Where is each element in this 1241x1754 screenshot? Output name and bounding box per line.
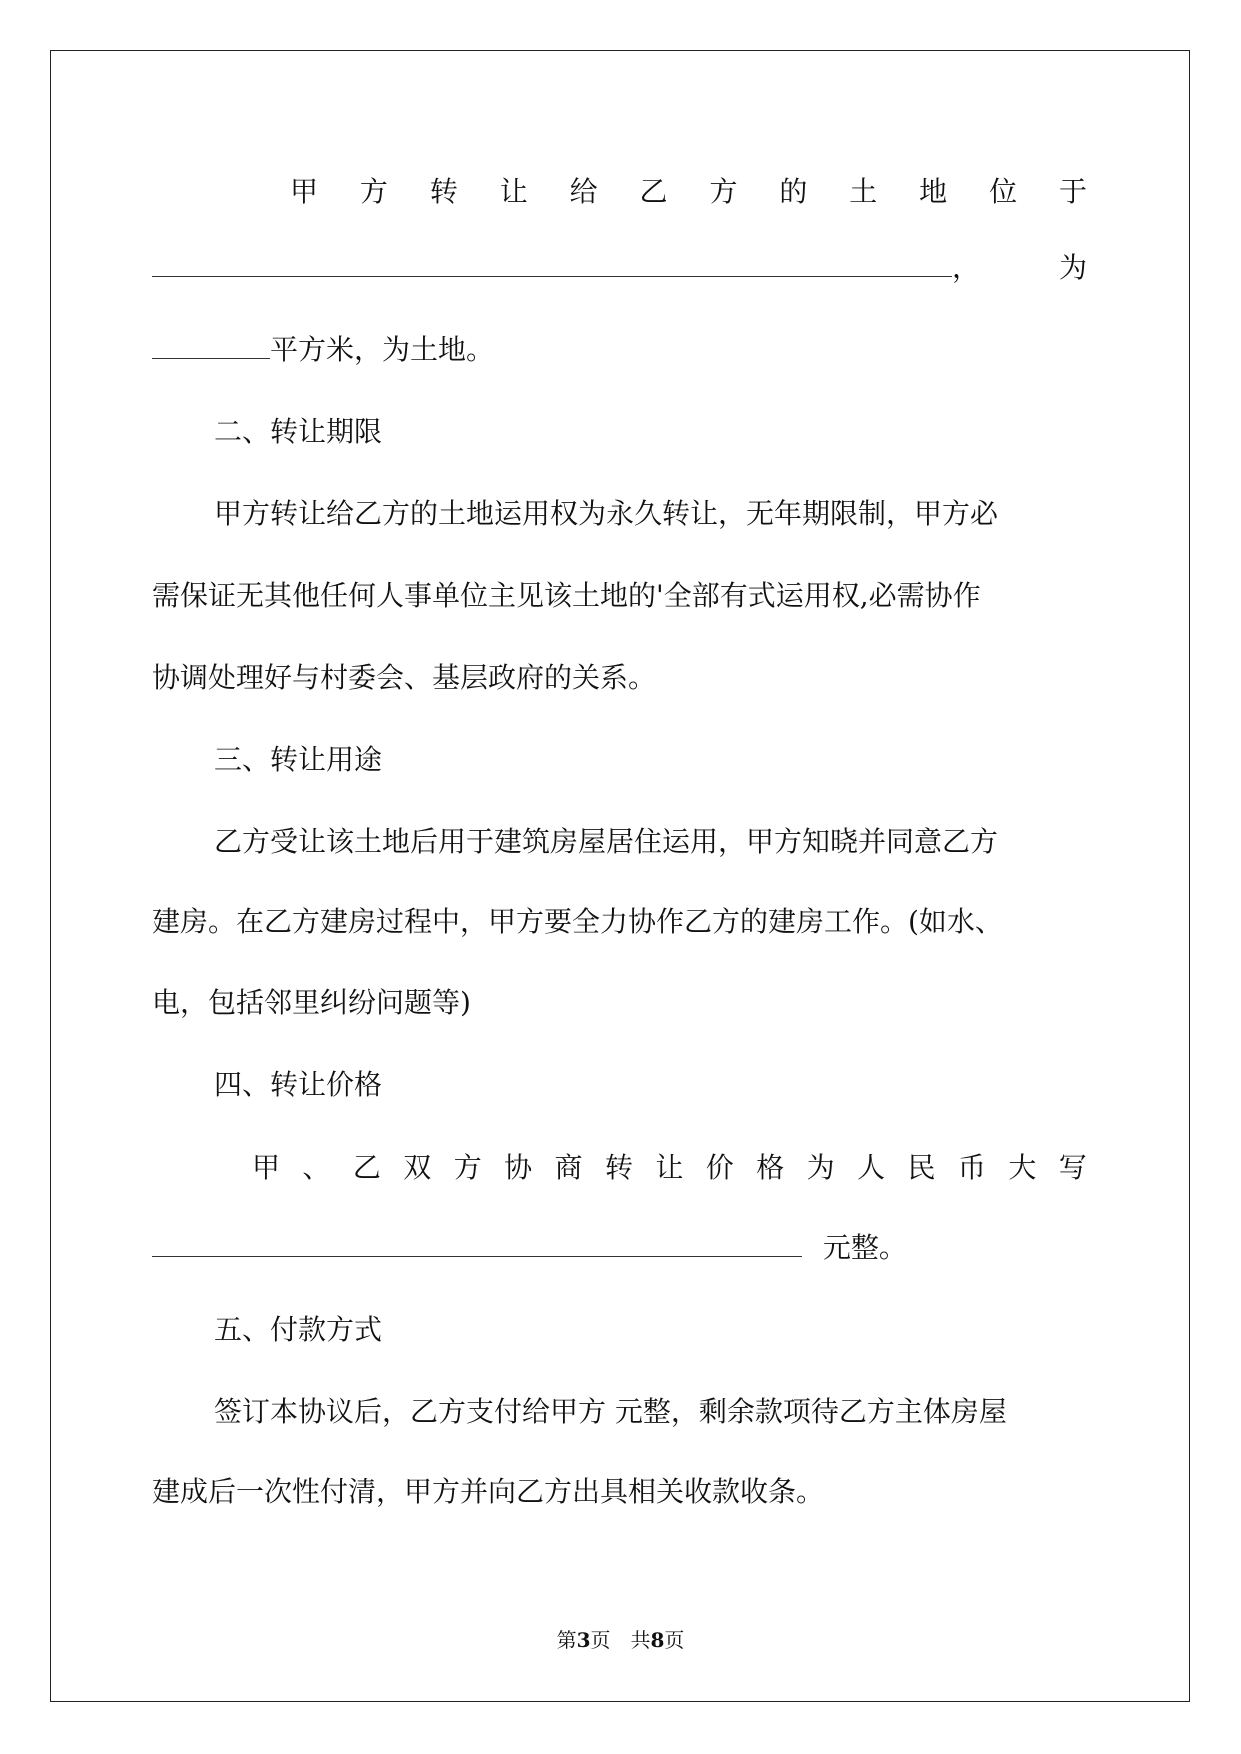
location-line-char: 乙 bbox=[639, 175, 668, 208]
comma: ， bbox=[952, 251, 981, 284]
price-line-char: 双 bbox=[403, 1151, 432, 1184]
price-line-char: 民 bbox=[907, 1151, 936, 1184]
price-line-char: 大 bbox=[1008, 1151, 1037, 1184]
price-line-char: 乙 bbox=[352, 1151, 381, 1184]
page-border bbox=[50, 50, 1190, 1702]
price-blank-line bbox=[152, 1228, 1087, 1268]
price-line-char: 人 bbox=[857, 1151, 886, 1184]
footer-mid: 页 共 bbox=[590, 1628, 651, 1652]
heading-use: 三、转让用途 bbox=[214, 743, 383, 776]
heading-term: 二、转让期限 bbox=[214, 415, 383, 448]
footer-suffix: 页 bbox=[664, 1628, 685, 1652]
location-line-char: 于 bbox=[1058, 175, 1087, 208]
use-para-line-1: 乙方受让该土地后用于建筑房屋居住运用，甲方知晓并同意乙方 bbox=[214, 825, 999, 858]
location-line-char: 土 bbox=[849, 175, 878, 208]
page-footer bbox=[0, 1626, 1241, 1654]
wei-char: 为 bbox=[1058, 251, 1087, 284]
price-blank bbox=[152, 1230, 802, 1257]
heading-payment: 五、付款方式 bbox=[214, 1313, 383, 1346]
use-para-line-3: 电，包括邻里纠纷问题等) bbox=[152, 986, 471, 1019]
price-line-char: 转 bbox=[604, 1151, 633, 1184]
location-line-char: 方 bbox=[359, 175, 388, 208]
location-line-char: 的 bbox=[779, 175, 808, 208]
area-blank bbox=[152, 332, 270, 359]
price-line-char: 甲 bbox=[252, 1151, 281, 1184]
price-line-char: 币 bbox=[957, 1151, 986, 1184]
payment-para-line-1: 签订本协议后，乙方支付给甲方 元整，剩余款项待乙方主体房屋 bbox=[214, 1395, 1007, 1428]
price-line-char: 格 bbox=[756, 1151, 785, 1184]
location-line-char: 给 bbox=[569, 175, 598, 208]
location-line-char: 让 bbox=[499, 175, 528, 208]
price-line-char: 协 bbox=[504, 1151, 533, 1184]
area-line bbox=[152, 330, 1087, 370]
location-blank-line bbox=[152, 248, 1087, 288]
price-line-char: 价 bbox=[705, 1151, 734, 1184]
price-line-char: 商 bbox=[554, 1151, 583, 1184]
footer-prefix: 第 bbox=[556, 1628, 577, 1652]
term-para-line-2: 需保证无其他任何人事单位主见该土地的'全部有式运用权,必需协作 bbox=[152, 579, 981, 612]
price-line bbox=[252, 1148, 1087, 1188]
location-line-char: 方 bbox=[709, 175, 738, 208]
area-text: 平方米，为土地。 bbox=[270, 333, 495, 366]
price-line-char: 为 bbox=[806, 1151, 835, 1184]
payment-para-line-2: 建成后一次性付清，甲方并向乙方出具相关收款收条。 bbox=[152, 1475, 825, 1508]
footer-total-pages: 8 bbox=[650, 1628, 665, 1652]
price-line-char: 、 bbox=[302, 1151, 331, 1184]
location-line-char: 位 bbox=[989, 175, 1018, 208]
location-line-char: 甲 bbox=[290, 175, 319, 208]
location-blank bbox=[152, 250, 952, 277]
use-para-line-2: 建房。在乙方建房过程中，甲方要全力协作乙方的建房工作。(如水、 bbox=[152, 905, 1003, 938]
location-line-char: 转 bbox=[429, 175, 458, 208]
heading-price: 四、转让价格 bbox=[214, 1068, 383, 1101]
price-line-char: 方 bbox=[453, 1151, 482, 1184]
price-suffix: 元整。 bbox=[822, 1231, 907, 1264]
term-para-line-1: 甲方转让给乙方的土地运用权为永久转让，无年期限制，甲方必 bbox=[214, 497, 999, 530]
footer-page-number: 3 bbox=[576, 1628, 591, 1652]
term-para-line-3: 协调处理好与村委会、基层政府的关系。 bbox=[152, 661, 657, 694]
location-line bbox=[290, 172, 1087, 212]
location-line-char: 地 bbox=[919, 175, 948, 208]
price-line-char: 让 bbox=[655, 1151, 684, 1184]
price-line-char: 写 bbox=[1058, 1151, 1087, 1184]
